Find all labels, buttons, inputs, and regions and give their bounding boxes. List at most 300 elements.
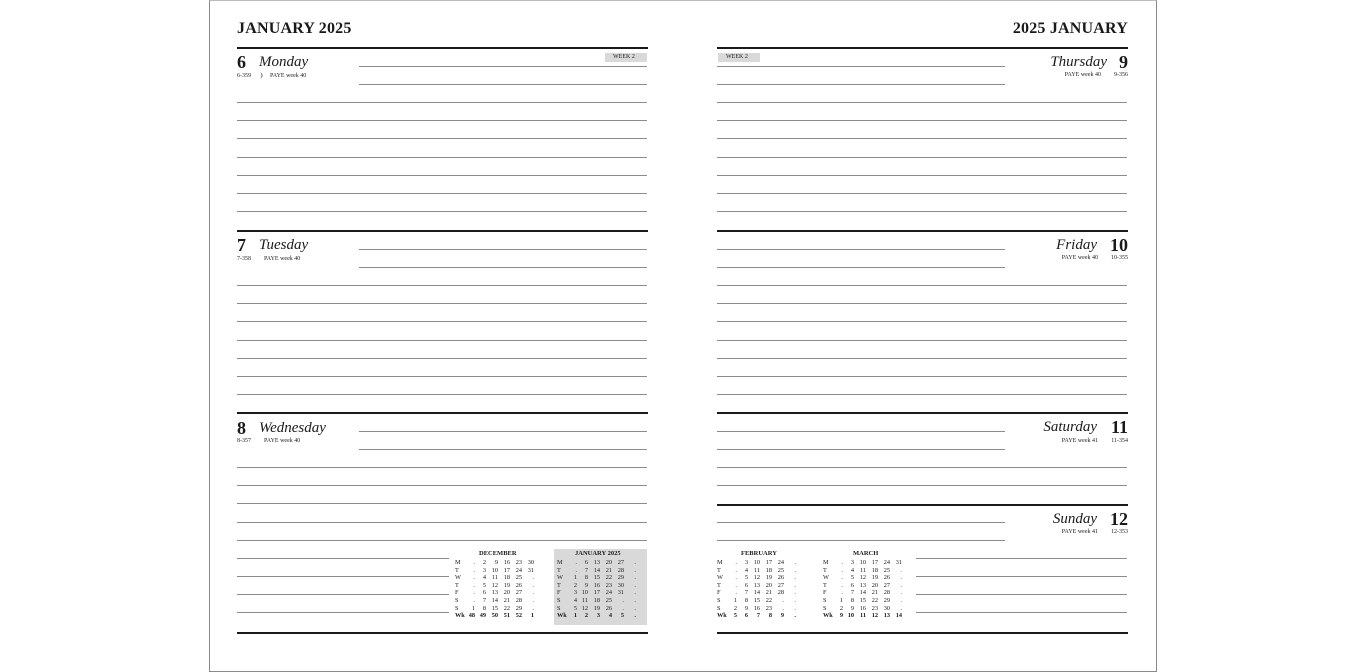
calendar-cell: .	[794, 589, 796, 597]
calendar-cell: 50	[491, 612, 498, 620]
calendar-cell: .	[794, 566, 796, 574]
weekday-label: W	[717, 574, 723, 582]
paye-tuesday: PAYE week 40	[264, 256, 301, 262]
calendar-cell: 12	[581, 604, 588, 612]
writing-line	[237, 540, 647, 541]
writing-line	[237, 303, 647, 304]
calendar-cell: .	[794, 597, 796, 604]
writing-line	[359, 431, 647, 432]
calendar-cell: .	[634, 574, 636, 582]
mini-calendar-row	[455, 568, 548, 576]
week-tag-left: WEEK 2	[605, 53, 647, 62]
calendar-cell: 8	[584, 574, 588, 582]
mini-calendar-row	[455, 560, 548, 568]
calendar-cell: .	[794, 559, 796, 566]
calendar-cell: 10	[847, 612, 854, 620]
writing-line	[916, 576, 1127, 577]
calendar-cell: .	[841, 581, 843, 589]
calendar-cell: .	[794, 604, 796, 612]
calendar-cell: 17	[765, 559, 772, 566]
calendar-cell: .	[473, 589, 475, 597]
writing-line	[717, 175, 1127, 176]
calendar-cell: 30	[617, 581, 624, 589]
calendar-cell: 3	[850, 559, 854, 566]
mini-calendar-title: JANUARY 2025	[575, 550, 621, 557]
writing-line	[237, 594, 449, 595]
calendar-cell: 9	[494, 559, 498, 566]
mini-calendar-december	[455, 551, 548, 627]
writing-line	[717, 358, 1127, 359]
writing-line	[237, 394, 647, 395]
calendar-cell: .	[532, 574, 534, 582]
paye-saturday: PAYE week 41	[1061, 438, 1098, 444]
calendar-cell: 48	[468, 612, 475, 620]
calendar-cell: 52	[515, 612, 522, 620]
calendar-cell: .	[575, 559, 577, 566]
writing-line	[237, 138, 647, 139]
paye-monday: PAYE week 40	[270, 73, 307, 79]
calendar-cell: 3	[596, 612, 600, 620]
weekday-label: S	[455, 604, 459, 612]
calendar-cell: .	[900, 574, 902, 582]
writing-line	[717, 431, 1005, 432]
writing-line	[717, 394, 1127, 395]
writing-line	[717, 249, 1005, 250]
calendar-cell: 17	[593, 589, 600, 597]
day-name-thursday: Thursday	[1050, 54, 1107, 70]
calendar-cell: .	[532, 581, 534, 589]
calendar-cell: 21	[871, 589, 878, 597]
writing-line	[237, 193, 647, 194]
calendar-cell: 28	[617, 566, 624, 574]
writing-line	[717, 376, 1127, 377]
calendar-cell: .	[532, 597, 534, 604]
calendar-cell: 5	[850, 574, 854, 582]
calendar-cell: 17	[871, 559, 878, 566]
writing-line	[717, 467, 1127, 468]
calendar-cell: .	[575, 566, 577, 574]
weekday-label: F	[557, 589, 561, 597]
calendar-cell: 9	[839, 612, 843, 620]
calendar-cell: .	[473, 559, 475, 566]
mini-calendar-row	[455, 598, 548, 606]
calendar-cell: 29	[617, 574, 624, 582]
calendar-cell: 14	[859, 589, 866, 597]
weekday-label: M	[557, 559, 563, 566]
calendar-cell: 12	[859, 574, 866, 582]
calendar-cell: 25	[605, 597, 612, 604]
calendar-cell: .	[735, 559, 737, 566]
calendar-cell: .	[900, 589, 902, 597]
calendar-cell: 25	[883, 566, 890, 574]
day-name-tuesday: Tuesday	[259, 237, 309, 253]
mini-calendar-row	[455, 575, 548, 583]
diary-spread	[209, 0, 1157, 672]
calendar-cell: 31	[895, 559, 902, 566]
calendar-cell: 4	[850, 566, 854, 574]
calendar-cell: .	[634, 604, 636, 612]
weekday-label: W	[455, 574, 461, 582]
day-of-year-friday: 10-355	[1111, 255, 1128, 261]
calendar-cell: 13	[753, 581, 760, 589]
weekday-label: T	[455, 566, 459, 574]
calendar-cell: 8	[850, 597, 854, 604]
mini-calendar-march	[823, 551, 916, 627]
day-of-year-thursday: 9-356	[1114, 72, 1128, 78]
calendar-cell: 21	[605, 566, 612, 574]
writing-line	[359, 84, 647, 85]
paye-friday: PAYE week 40	[1061, 255, 1098, 261]
mini-calendar-row	[455, 590, 548, 598]
writing-line	[717, 120, 1127, 121]
calendar-cell: 27	[777, 581, 784, 589]
calendar-cell: 25	[777, 566, 784, 574]
week-tag-right: WEEK 2	[718, 53, 760, 62]
day-of-year-saturday: 11-354	[1111, 438, 1128, 444]
calendar-cell: 27	[515, 589, 522, 597]
mini-calendar-row	[823, 590, 916, 598]
writing-line	[359, 249, 647, 250]
calendar-cell: .	[782, 604, 784, 612]
calendar-cell: 13	[883, 612, 890, 620]
mini-calendar-row	[823, 568, 916, 576]
calendar-cell: 3	[744, 559, 748, 566]
calendar-cell: 22	[605, 574, 612, 582]
calendar-cell: 1	[839, 597, 843, 604]
calendar-cell: 24	[777, 559, 784, 566]
calendar-cell: 14	[753, 589, 760, 597]
calendar-cell: .	[622, 597, 624, 604]
day-number-sunday: 12	[1110, 509, 1128, 529]
calendar-cell: 2	[573, 581, 577, 589]
calendar-cell: 28	[883, 589, 890, 597]
writing-line	[717, 522, 1005, 523]
calendar-cell: 7	[584, 566, 588, 574]
calendar-cell: .	[634, 612, 636, 620]
weekday-label: F	[717, 589, 721, 597]
calendar-cell: .	[900, 597, 902, 604]
calendar-cell: .	[634, 559, 636, 566]
writing-line	[237, 612, 449, 613]
calendar-cell: 31	[527, 566, 534, 574]
calendar-cell: 5	[620, 612, 624, 620]
mini-calendar-row	[717, 613, 807, 621]
calendar-cell: 12	[753, 574, 760, 582]
calendar-cell: .	[473, 566, 475, 574]
mini-calendar-row	[823, 583, 916, 591]
writing-line	[237, 102, 647, 103]
calendar-cell: 49	[479, 612, 486, 620]
calendar-cell: .	[473, 597, 475, 604]
weekday-label: W	[557, 574, 563, 582]
calendar-cell: .	[841, 589, 843, 597]
writing-line	[237, 211, 647, 212]
calendar-cell: 23	[605, 581, 612, 589]
day-of-year-monday: 6-359	[237, 73, 251, 79]
calendar-cell: 31	[617, 589, 624, 597]
right-rule-friday	[717, 230, 1128, 232]
calendar-cell: 14	[593, 566, 600, 574]
writing-line	[237, 558, 449, 559]
weekday-label: S	[557, 597, 561, 604]
calendar-cell: 24	[605, 589, 612, 597]
paye-thursday: PAYE week 40	[1064, 72, 1101, 78]
calendar-cell: 23	[765, 604, 772, 612]
moon-phase-icon	[258, 72, 264, 79]
calendar-cell: 13	[593, 559, 600, 566]
writing-line	[359, 267, 647, 268]
calendar-cell: 21	[765, 589, 772, 597]
calendar-cell: 24	[515, 566, 522, 574]
day-of-year-tuesday: 7-358	[237, 256, 251, 262]
calendar-cell: 5	[733, 612, 737, 620]
calendar-cell: 9	[584, 581, 588, 589]
mini-calendar-row	[455, 583, 548, 591]
left-rule-wednesday	[237, 412, 648, 414]
calendar-cell: 8	[482, 604, 486, 612]
calendar-cell: .	[794, 574, 796, 582]
calendar-cell: 11	[581, 597, 588, 604]
calendar-cell: .	[841, 559, 843, 566]
calendar-cell: 11	[753, 566, 760, 574]
mini-calendar-row	[823, 560, 916, 568]
calendar-cell: 29	[883, 597, 890, 604]
mini-calendar-january	[557, 551, 647, 627]
calendar-cell: 11	[859, 566, 866, 574]
calendar-cell: 10	[753, 559, 760, 566]
calendar-cell: .	[532, 589, 534, 597]
calendar-cell: 2	[839, 604, 843, 612]
mini-calendar-row	[455, 613, 548, 621]
calendar-cell: 9	[744, 604, 748, 612]
writing-line	[717, 449, 1005, 450]
writing-line	[237, 522, 647, 523]
calendar-cell: 6	[584, 559, 588, 566]
calendar-cell: 5	[573, 604, 577, 612]
calendar-cell: .	[900, 604, 902, 612]
calendar-cell: 9	[850, 604, 854, 612]
writing-line	[237, 120, 647, 121]
writing-line	[359, 449, 647, 450]
calendar-cell: .	[841, 574, 843, 582]
left-page-header: JANUARY 2025	[237, 20, 352, 37]
weekday-label: T	[455, 581, 459, 589]
calendar-cell: .	[622, 604, 624, 612]
calendar-cell: .	[735, 589, 737, 597]
writing-line	[717, 211, 1127, 212]
calendar-cell: 20	[871, 581, 878, 589]
calendar-cell: 12	[491, 581, 498, 589]
calendar-cell: 24	[883, 559, 890, 566]
calendar-cell: 26	[515, 581, 522, 589]
day-number-thursday: 9	[1119, 52, 1128, 72]
calendar-cell: 7	[756, 612, 760, 620]
calendar-cell: 22	[765, 597, 772, 604]
writing-line	[237, 576, 449, 577]
calendar-cell: .	[841, 566, 843, 574]
calendar-cell: 16	[859, 604, 866, 612]
calendar-cell: .	[634, 589, 636, 597]
right-bottom-rule	[717, 632, 1128, 634]
calendar-cell: 7	[744, 589, 748, 597]
calendar-cell: .	[794, 581, 796, 589]
calendar-cell: 7	[850, 589, 854, 597]
writing-line	[717, 303, 1127, 304]
calendar-cell: .	[634, 566, 636, 574]
day-of-year-wednesday: 8-357	[237, 438, 251, 444]
calendar-cell: .	[473, 574, 475, 582]
calendar-cell: .	[735, 581, 737, 589]
writing-line	[717, 267, 1005, 268]
mini-calendar-row	[823, 598, 916, 606]
weekday-label: M	[717, 559, 723, 566]
weekday-label: Wk	[717, 612, 727, 620]
calendar-cell: 26	[883, 574, 890, 582]
calendar-cell: 2	[584, 612, 588, 620]
calendar-cell: 30	[527, 559, 534, 566]
calendar-cell: 10	[581, 589, 588, 597]
calendar-cell: 19	[503, 581, 510, 589]
weekday-label: M	[823, 559, 829, 566]
mini-calendar-title: MARCH	[853, 550, 879, 557]
weekday-label: S	[717, 604, 721, 612]
writing-line	[717, 540, 1005, 541]
calendar-cell: 18	[871, 566, 878, 574]
calendar-cell: 1	[733, 597, 737, 604]
calendar-cell: 27	[617, 559, 624, 566]
calendar-cell: 28	[777, 589, 784, 597]
weekday-label: M	[455, 559, 461, 566]
left-bottom-rule	[237, 632, 648, 634]
weekday-label: W	[823, 574, 829, 582]
calendar-cell: 18	[503, 574, 510, 582]
calendar-cell: .	[735, 574, 737, 582]
calendar-cell: 6	[850, 581, 854, 589]
calendar-cell: 22	[871, 597, 878, 604]
calendar-cell: 9	[780, 612, 784, 620]
mini-calendar-row	[557, 613, 647, 621]
calendar-cell: 20	[765, 581, 772, 589]
calendar-cell: 14	[491, 597, 498, 604]
calendar-cell: 13	[859, 581, 866, 589]
weekday-label: T	[823, 581, 827, 589]
calendar-cell: 23	[515, 559, 522, 566]
calendar-cell: 27	[883, 581, 890, 589]
calendar-cell: .	[900, 581, 902, 589]
calendar-cell: 4	[482, 574, 486, 582]
writing-line	[916, 594, 1127, 595]
weekday-label: Wk	[455, 612, 465, 620]
day-name-friday: Friday	[1056, 237, 1097, 253]
calendar-cell: 7	[482, 597, 486, 604]
day-number-tuesday: 7	[237, 235, 246, 255]
calendar-cell: .	[782, 597, 784, 604]
calendar-cell: 3	[482, 566, 486, 574]
right-rule-saturday	[717, 412, 1128, 414]
right-page-header: 2025 JANUARY	[1012, 20, 1128, 37]
calendar-cell: 1	[471, 604, 475, 612]
weekday-label: T	[557, 581, 561, 589]
writing-line	[237, 376, 647, 377]
writing-line	[717, 485, 1127, 486]
writing-line	[717, 138, 1127, 139]
day-name-wednesday: Wednesday	[259, 420, 326, 436]
calendar-cell: 23	[871, 604, 878, 612]
day-number-wednesday: 8	[237, 418, 246, 438]
writing-line	[237, 285, 647, 286]
calendar-cell: 30	[883, 604, 890, 612]
calendar-cell: 20	[503, 589, 510, 597]
calendar-cell: 18	[593, 597, 600, 604]
writing-line	[717, 84, 1005, 85]
calendar-cell: 17	[503, 566, 510, 574]
writing-line	[237, 485, 647, 486]
calendar-cell: .	[473, 581, 475, 589]
day-name-monday: Monday	[259, 54, 309, 70]
right-rule-sunday	[717, 504, 1128, 506]
writing-line	[717, 321, 1127, 322]
calendar-cell: 21	[503, 597, 510, 604]
weekday-label: Wk	[557, 612, 567, 620]
calendar-cell: .	[532, 604, 534, 612]
calendar-cell: .	[794, 612, 796, 620]
calendar-cell: 16	[503, 559, 510, 566]
calendar-cell: 4	[608, 612, 612, 620]
calendar-cell: 19	[593, 604, 600, 612]
mini-calendar-february	[717, 551, 807, 627]
weekday-label: F	[455, 589, 459, 597]
writing-line	[717, 285, 1127, 286]
writing-line	[717, 66, 1005, 67]
calendar-cell: 15	[593, 574, 600, 582]
weekday-label: T	[557, 566, 561, 574]
writing-line	[237, 467, 647, 468]
calendar-cell: 8	[768, 612, 772, 620]
paye-sunday: PAYE week 41	[1061, 529, 1098, 535]
mini-calendar-row	[823, 606, 916, 614]
calendar-cell: 12	[871, 612, 878, 620]
writing-line	[237, 358, 647, 359]
calendar-cell: 1	[573, 574, 577, 582]
calendar-cell: .	[900, 566, 902, 574]
paye-wednesday: PAYE week 40	[264, 438, 301, 444]
calendar-cell: 29	[515, 604, 522, 612]
calendar-cell: 4	[744, 566, 748, 574]
calendar-cell: 10	[859, 559, 866, 566]
calendar-cell: .	[735, 566, 737, 574]
calendar-cell: 19	[765, 574, 772, 582]
calendar-cell: .	[634, 597, 636, 604]
weekday-label: S	[557, 604, 561, 612]
writing-line	[237, 321, 647, 322]
calendar-cell: 3	[573, 589, 577, 597]
mini-calendar-title: FEBRUARY	[741, 550, 777, 557]
mini-calendar-row	[823, 613, 916, 621]
calendar-cell: 1	[530, 612, 534, 620]
calendar-cell: 16	[593, 581, 600, 589]
calendar-cell: 14	[895, 612, 902, 620]
calendar-cell: 6	[744, 581, 748, 589]
writing-line	[717, 340, 1127, 341]
weekday-label: S	[823, 604, 827, 612]
calendar-cell: 22	[503, 604, 510, 612]
calendar-cell: 5	[744, 574, 748, 582]
calendar-cell: 16	[753, 604, 760, 612]
calendar-cell: 8	[744, 597, 748, 604]
writing-line	[717, 102, 1127, 103]
writing-line	[237, 340, 647, 341]
calendar-cell: 18	[765, 566, 772, 574]
